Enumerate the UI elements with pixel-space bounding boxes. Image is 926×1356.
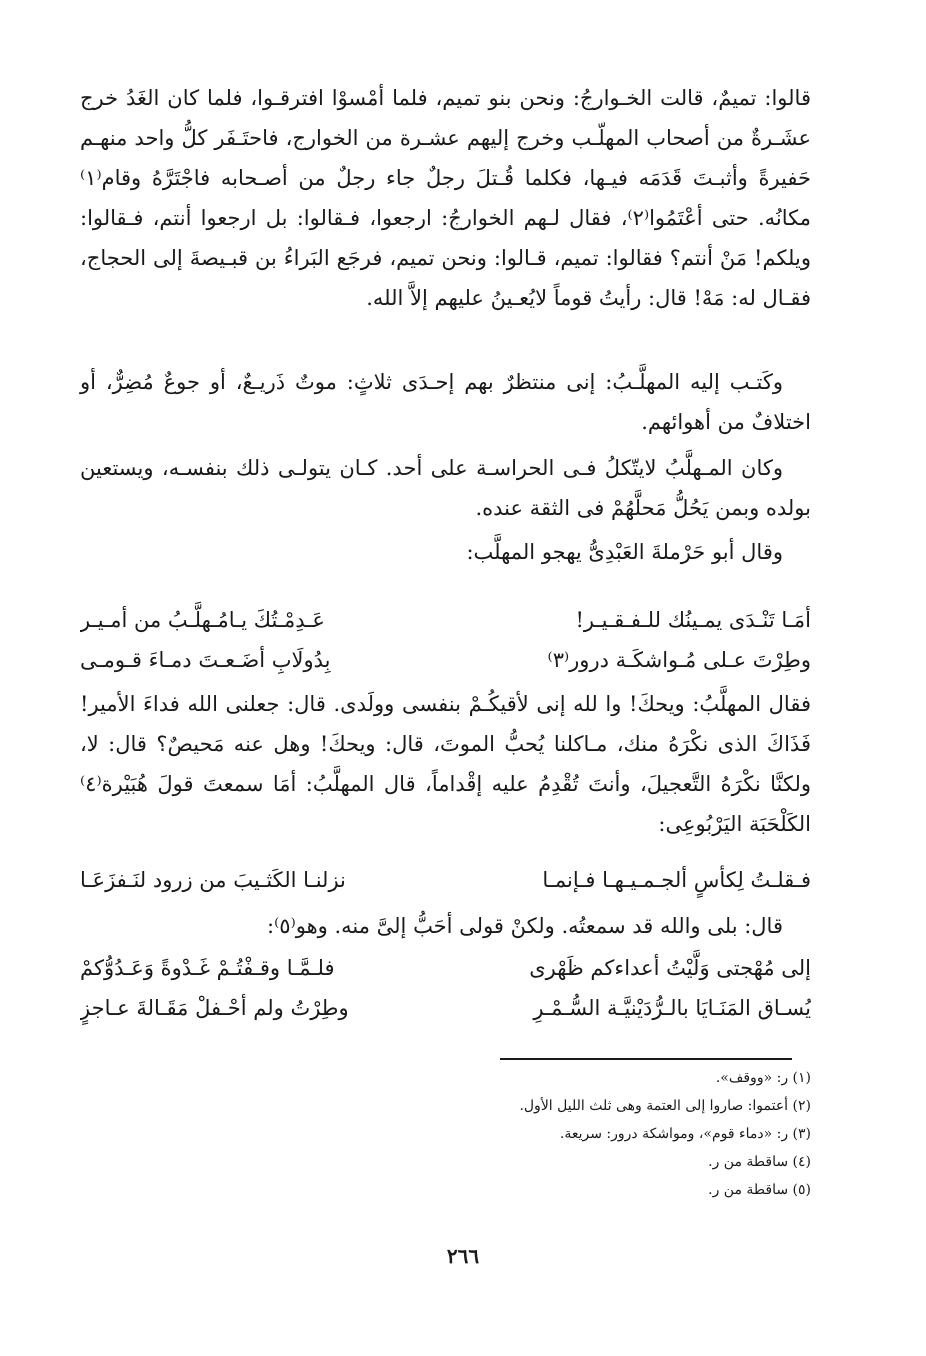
footnote-3: (٣) ر: «دماء قوم»، ومواشكة درور: سريعة. <box>559 1126 811 1142</box>
paragraph-2: وكَتـب إليه المهلَّـبُ: إنى منتظرٌ بهم إحـدَى ثلاثٍ: موتٌ ذَريـعٌ، أو جوعٌ مُضِرٌّ، أو اختلافٌ من أهوائهم. <box>80 370 811 434</box>
paragraph-1: قالوا: تميمٌ، قالت الخـوارجُ: ونحن بنو تميم، فلما أمْسوْا افترقـوا، فلما كان الغَدُ خرج عشَـرةٌ من أصحاب المهلّـب وخرج إليهم عشـرة من الخوارج، فاحتَـفَر كلُّ واحد منهـم حَفيرةً وأثبـتَ قَدَمَه فيـها، فكلما قُـتلَ رجلٌ جاء رجلٌ من أصـحابه فاجْتَرَّهُ وقام⁽١⁾ مكانُه. حتى أعْتَمُوا⁽٢⁾، فقال لـهم الخوارجُ: ارجعوا، فـقالوا: بل ارجعوا أنتم، فـقالوا: ويلكم! مَنْ أنتم؟ فقالوا: تميم، قـالوا: ونحن تميم، فرجَع البَراءُ بن قبـيصةَ إلى الحجاج، فقـال له: مَهْ! قال: رأيتُ قوماً لايُعـينُ عليهم إلاَّ الله. <box>80 86 811 310</box>
verse-second-hemistich: وطِرْتُ ولم أحْـفلْ مَقَـالةَ عـاجزٍ <box>80 996 349 1020</box>
footnote-1: (١) ر: «ووقف». <box>715 1070 811 1086</box>
footnote-divider <box>500 1058 792 1060</box>
verse-line <box>80 640 811 680</box>
verse-second-hemistich: نزلنـا الكَثـيبَ من زرود لنَـفزَعَـا <box>80 868 346 892</box>
verse-first-hemistich: وطِرْتَ عـلى مُـواشكَـة درور⁽٣⁾ <box>547 648 811 672</box>
verse-line <box>80 948 811 988</box>
verse-group-1 <box>80 600 811 680</box>
verse-second-hemistich: فلـمَّـا وقـفْتُـمْ غَـدْوةً وَعَـدُوُّكمْ <box>80 956 335 980</box>
main-text-middle <box>80 362 811 572</box>
paragraph-3: وكان المـهلَّبُ لايتّكلُ فـى الحراسـة على أحد. كـان يتولـى ذلك بنفسـه، ويستعين بولده وبمن يَحُلُّ مَحلَّهُمْ فى الثقة عنده. <box>80 456 811 520</box>
verse-first-hemistich: إلى مُهْجتى وَلَّيْتُ أعداءكم ظَهْرى <box>529 956 811 980</box>
paragraph-6: قال: بلى والله قد سمعتُه. ولكنْ قولى أحَبُّ إلىَّ منه. وهو⁽٥⁾: <box>267 914 783 938</box>
verse-line <box>80 600 811 640</box>
verse-first-hemistich: فـقلـتُ لِكأسٍ ألجـمـيـهـا فـإنمـا <box>542 868 811 892</box>
paragraph-4: وقال أبو حَرْملةَ العَبْدِىُّ يهجو المهلَّب: <box>466 540 783 564</box>
verse-group-2 <box>80 860 811 900</box>
main-text-bottom <box>80 906 811 946</box>
footnote-5: (٥) ساقطة من ر. <box>708 1182 811 1198</box>
footnote-4: (٤) ساقطة من ر. <box>708 1154 811 1170</box>
verse-first-hemistich: أمَـا تَنْـدَى يمـينُك للـفـقـيـر! <box>575 608 811 632</box>
verse-group-3 <box>80 948 811 1028</box>
page-number: ٢٦٦ <box>446 1244 480 1268</box>
verse-second-hemistich: بِدُولَابِ أضَـعـتَ دمـاءَ قـومـى <box>80 648 331 672</box>
main-text-lower <box>80 684 811 844</box>
verse-line <box>80 988 811 1028</box>
footnote-2: (٢) أعتموا: صاروا إلى العتمة وهى ثلث الليل الأول. <box>519 1098 811 1114</box>
verse-second-hemistich: عَـدِمْـتُكَ يـامُـهلَّـبُ من أمـيـر <box>80 608 325 632</box>
paragraph-5: فقال المهلَّبُ: ويحكَ! وا لله إنى لأقيكُـمْ بنفسى وولَدى. قال: جعلنى الله فداءَ الأمير! فَذَاكَ الذى نكْرَهُ منك، مـاكلنا يُحبُّ الموتَ، قال: ويحكَ! وهل عنه مَحيصٌ؟ قال: لا، ولكنَّا نكْرَهُ التَّعجيلَ، وأنتَ تُقْدِمُ عليه إقْداماً، قال المهلَّبُ: أمَا سمعتَ قولَ هُبَيْرة⁽٤⁾ الكَلْحَبَة اليَرْبُوعِى: <box>80 692 811 836</box>
verse-first-hemistich: يُسـاق المَنَـايَا بالـرُّدَيْنيَّـة السُّـمْـرِ <box>533 996 811 1020</box>
main-text-top <box>80 78 811 318</box>
footnotes <box>300 1064 811 1204</box>
verse-line <box>80 860 811 900</box>
